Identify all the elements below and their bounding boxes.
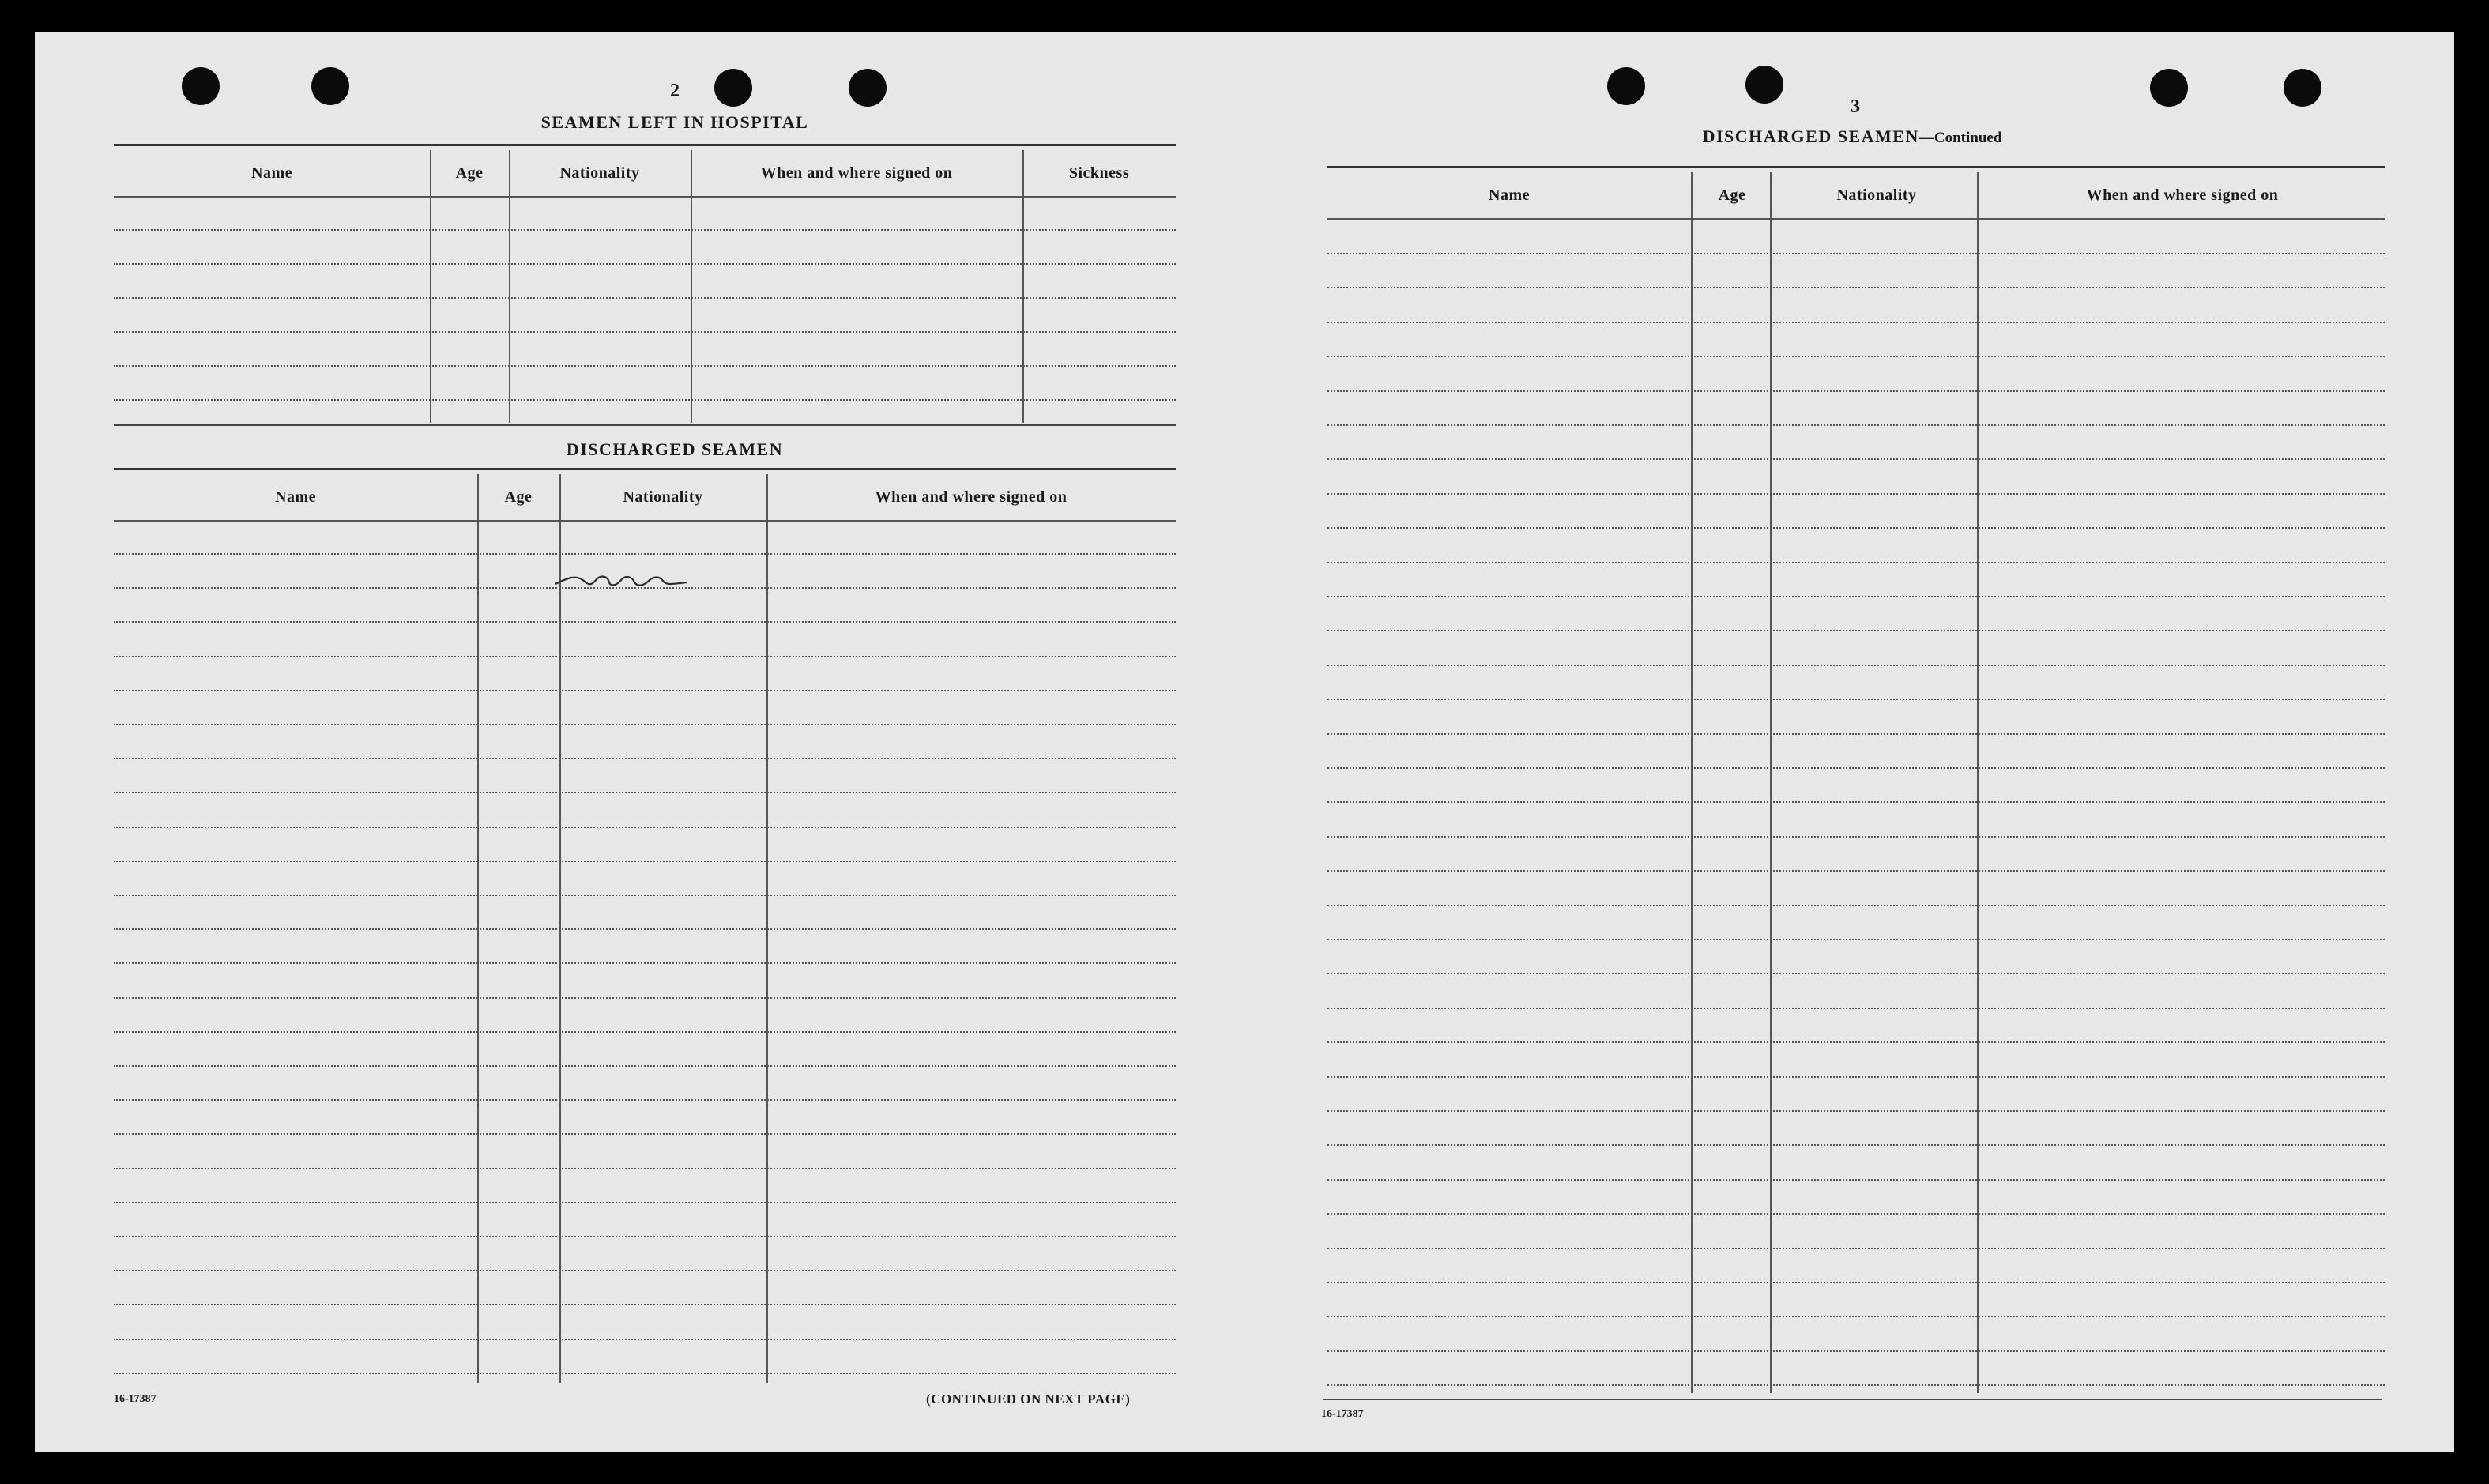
header-underline: [1327, 218, 2385, 220]
row-line: [114, 621, 1176, 623]
col-header-when-where: When and where signed on: [760, 164, 953, 182]
row-line: [1327, 699, 2385, 700]
punch-hole: [1607, 67, 1645, 105]
col-header-nationality: Nationality: [623, 488, 703, 506]
row-line: [1327, 596, 2385, 597]
col-header-name: Name: [251, 164, 292, 182]
row-line: [1327, 939, 2385, 940]
header-underline: [114, 520, 1176, 522]
row-line: [114, 656, 1176, 657]
row-line: [1327, 1008, 2385, 1009]
row-line: [114, 724, 1176, 725]
row-line: [114, 690, 1176, 691]
column-divider: [691, 150, 692, 423]
row-line: [1327, 1041, 2385, 1043]
punch-hole: [182, 67, 220, 105]
row-line: [1327, 733, 2385, 735]
punch-hole: [849, 69, 887, 107]
row-line: [114, 928, 1176, 930]
row-line: [1327, 767, 2385, 769]
col-header-age: Age: [1718, 186, 1746, 204]
row-line: [114, 827, 1176, 828]
discharged-top-rule: [114, 468, 1176, 470]
col-header-age: Age: [455, 164, 484, 182]
column-divider: [509, 150, 510, 423]
row-line: [114, 1168, 1176, 1169]
row-line: [1327, 836, 2385, 838]
row-line: [114, 263, 1176, 265]
row-line: [114, 895, 1176, 896]
row-line: [114, 1202, 1176, 1203]
row-line: [1327, 1248, 2385, 1249]
column-divider: [430, 150, 431, 423]
row-line: [1327, 1213, 2385, 1215]
row-line: [1327, 1144, 2385, 1146]
row-line: [1327, 1110, 2385, 1112]
punch-hole: [2150, 69, 2188, 107]
form-number-left: 16-17387: [114, 1393, 156, 1405]
discharged-table-left: [114, 474, 1176, 1422]
row-line: [1327, 665, 2385, 666]
row-line: [1327, 562, 2385, 563]
row-line: [1327, 1316, 2385, 1317]
right-top-rule: [1327, 166, 2385, 168]
col-header-nationality: Nationality: [1836, 186, 1917, 204]
handwritten-none: [552, 557, 726, 597]
hospital-table: [114, 150, 1176, 458]
row-line: [1327, 1179, 2385, 1181]
hospital-top-rule: [114, 144, 1176, 146]
right-title-main: DISCHARGED SEAMEN: [1702, 126, 1919, 146]
header-underline: [114, 196, 1176, 198]
col-header-when-where: When and where signed on: [875, 488, 1068, 506]
row-line: [1327, 356, 2385, 357]
row-line: [114, 997, 1176, 999]
discharged-section-title: DISCHARGED SEAMEN: [566, 439, 784, 459]
row-line: [1327, 390, 2385, 392]
right-section-title: [1599, 126, 2105, 147]
punch-hole: [311, 67, 349, 105]
row-line: [114, 1339, 1176, 1340]
row-line: [114, 861, 1176, 862]
page-number-left: 2: [670, 81, 680, 101]
row-line: [114, 297, 1176, 299]
col-header-age: Age: [504, 488, 533, 506]
continued-note: (CONTINUED ON NEXT PAGE): [926, 1392, 1131, 1407]
row-line: [1327, 630, 2385, 631]
row-line: [1327, 253, 2385, 254]
row-line: [1327, 1350, 2385, 1352]
col-header-sickness: Sickness: [1068, 164, 1130, 182]
row-line: [114, 1031, 1176, 1033]
row-line: [114, 553, 1176, 555]
row-line: [114, 1270, 1176, 1271]
row-line: [114, 1133, 1176, 1135]
discharged-table-right: [1327, 172, 2385, 1405]
page-number-right: 3: [1851, 96, 1860, 117]
punch-hole: [714, 69, 752, 107]
row-line: [114, 1304, 1176, 1305]
row-line: [1327, 424, 2385, 426]
column-divider: [1022, 150, 1024, 423]
hospital-section-title: SEAMEN LEFT IN HOSPITAL: [540, 112, 809, 132]
row-line: [1327, 287, 2385, 288]
row-line: [1327, 527, 2385, 529]
row-line: [114, 229, 1176, 231]
row-line: [1327, 493, 2385, 495]
col-header-when-where: When and where signed on: [2086, 186, 2279, 204]
row-line: [1327, 1076, 2385, 1078]
col-header-nationality: Nationality: [559, 164, 640, 182]
row-line: [114, 1065, 1176, 1067]
row-line: [114, 365, 1176, 367]
row-line: [114, 1099, 1176, 1101]
form-number-right: 16-17387: [1321, 1408, 1364, 1420]
hospital-bottom-rule: [114, 424, 1176, 426]
punch-hole: [2284, 69, 2321, 107]
row-line: [1327, 870, 2385, 872]
row-line: [1327, 973, 2385, 974]
row-line: [114, 399, 1176, 401]
document-sheet: [35, 32, 2454, 1452]
row-line: [1327, 1384, 2385, 1386]
right-title-suffix: —Continued: [1919, 130, 2002, 146]
row-line: [1327, 458, 2385, 460]
row-line: [114, 1236, 1176, 1237]
row-line: [1327, 1282, 2385, 1283]
row-line: [114, 962, 1176, 964]
row-line: [114, 1373, 1176, 1374]
row-line: [114, 331, 1176, 333]
row-line: [114, 758, 1176, 759]
row-line: [1327, 801, 2385, 803]
row-line: [1327, 905, 2385, 906]
row-line: [114, 792, 1176, 793]
punch-hole: [1745, 66, 1783, 104]
right-bottom-rule: [1323, 1399, 2382, 1400]
col-header-name: Name: [275, 488, 316, 506]
col-header-name: Name: [1489, 186, 1530, 204]
row-line: [1327, 322, 2385, 323]
